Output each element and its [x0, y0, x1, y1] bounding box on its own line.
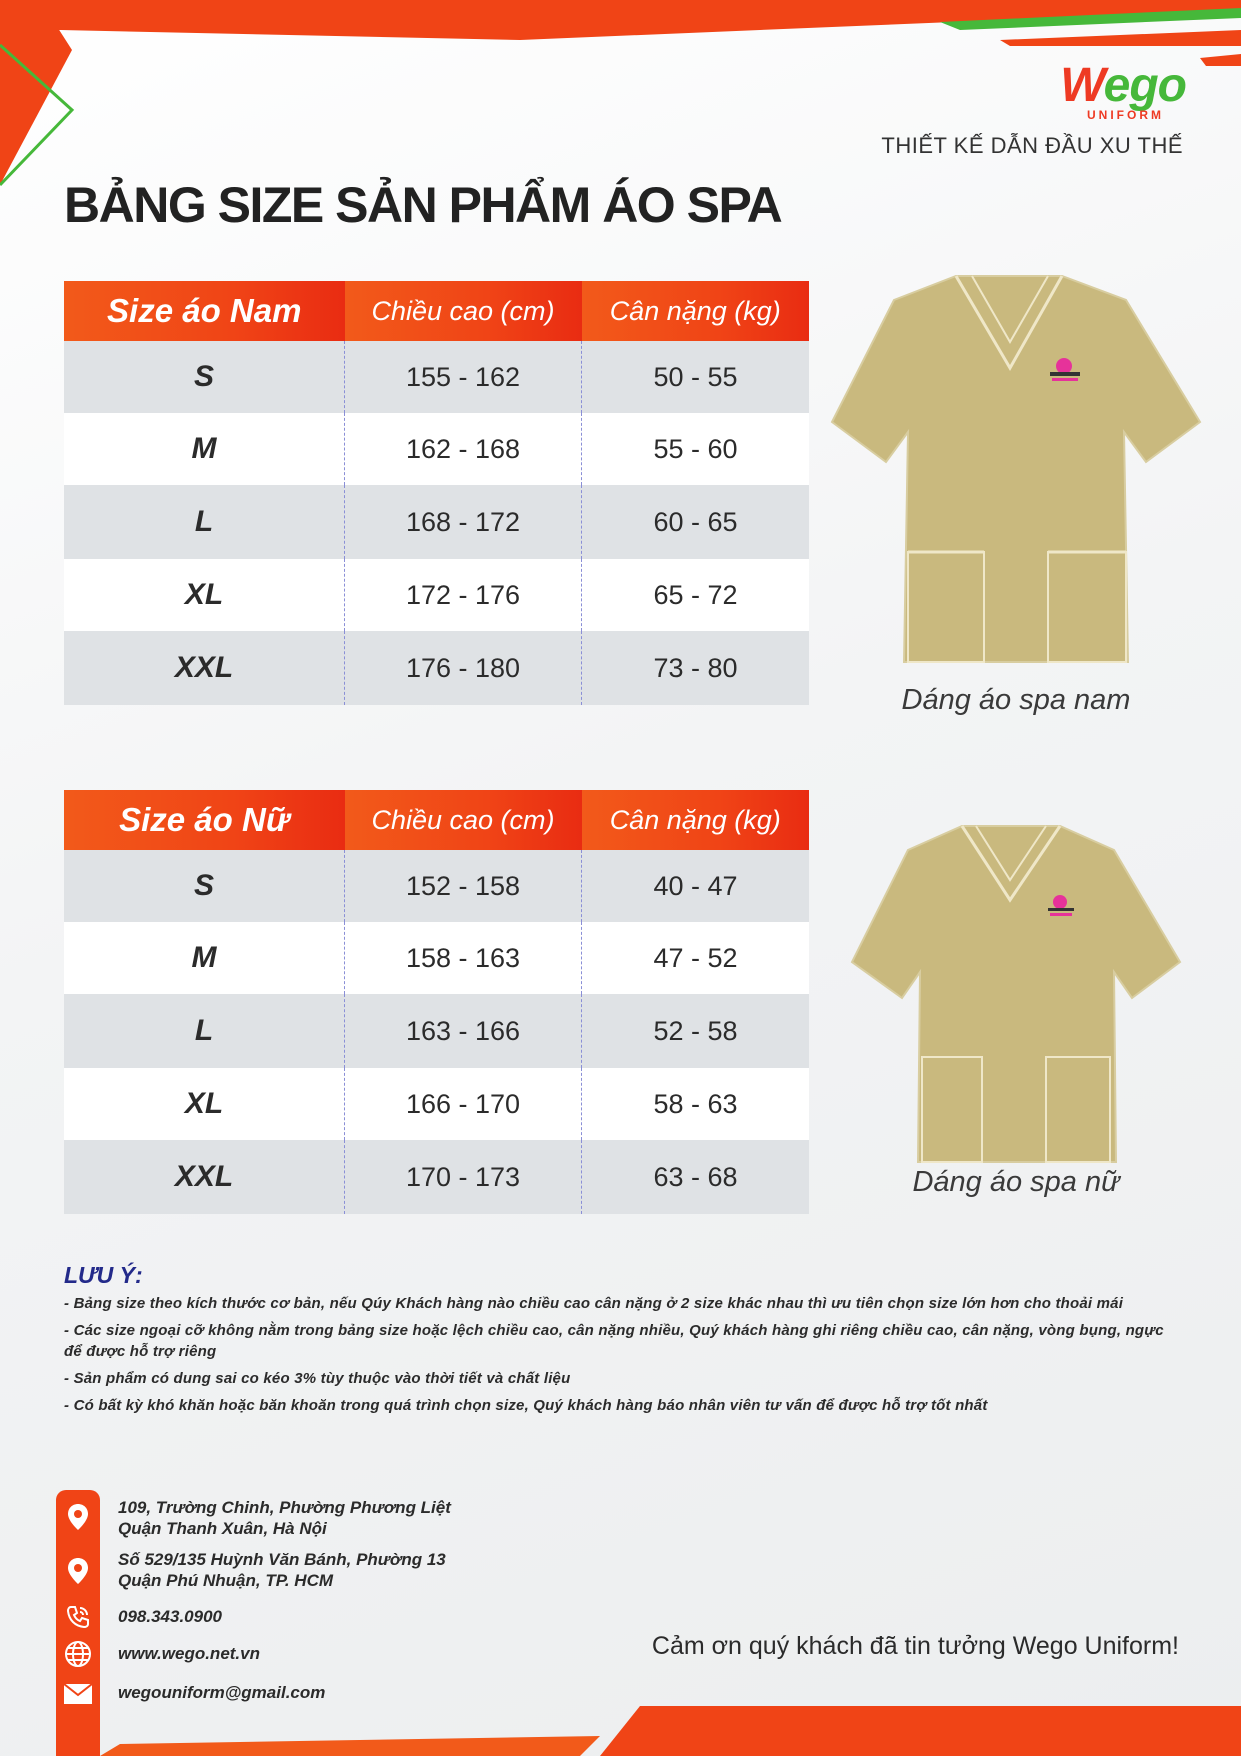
- column-header-height: Chiều cao (cm): [345, 790, 582, 850]
- size-table-men: [64, 281, 809, 705]
- bottom-decoration: [0, 1706, 1241, 1756]
- height-cell: 172 - 176: [345, 559, 582, 631]
- notes-section: [64, 1262, 1184, 1422]
- height-cell: 155 - 162: [345, 341, 582, 413]
- address-1-line-2: Quận Thanh Xuân, Hà Nội: [118, 1519, 327, 1538]
- phone-icon: [56, 1600, 100, 1634]
- location-icon: [56, 1554, 100, 1588]
- table-row: [64, 485, 809, 559]
- brand-tagline: THIẾT KẾ DẪN ĐẦU XU THẾ: [881, 133, 1183, 158]
- globe-icon: [56, 1637, 100, 1671]
- table-row: [64, 1068, 809, 1140]
- men-shirt-illustration: [826, 272, 1206, 672]
- size-cell: S: [64, 341, 345, 413]
- weight-cell: 65 - 72: [582, 559, 810, 631]
- table-row: [64, 994, 809, 1068]
- weight-cell: 60 - 65: [582, 485, 810, 559]
- height-cell: 162 - 168: [345, 413, 582, 485]
- size-cell: M: [64, 922, 345, 994]
- size-cell: L: [64, 485, 345, 559]
- phone-number[interactable]: 098.343.0900: [118, 1607, 222, 1626]
- weight-cell: 40 - 47: [582, 850, 810, 922]
- weight-cell: 58 - 63: [582, 1068, 810, 1140]
- note-item: - Có bất kỳ khó khăn hoặc băn khoăn trong quá trình chọn size, Quý khách hàng báo nhân viên tư vấn để được hỗ trợ tốt nhất: [64, 1397, 988, 1414]
- weight-cell: 73 - 80: [582, 631, 810, 705]
- address-2-line-1: Số 529/135 Huỳnh Văn Bánh, Phường 13: [118, 1550, 446, 1569]
- height-cell: 176 - 180: [345, 631, 582, 705]
- height-cell: 170 - 173: [345, 1140, 582, 1214]
- height-cell: 166 - 170: [345, 1068, 582, 1140]
- note-item: - Bảng size theo kích thước cơ bản, nếu Qúy Khách hàng nào chiều cao cân nặng ở 2 size khác nhau thì ưu tiên chọn size lớn hơn cho thoải mái: [64, 1295, 1124, 1312]
- address-1: [118, 1497, 451, 1539]
- height-cell: 158 - 163: [345, 922, 582, 994]
- column-header-height: Chiều cao (cm): [345, 281, 582, 341]
- column-header-weight: Cân nặng (kg): [582, 281, 810, 341]
- wego-logo: Wego UNIFORM: [1060, 59, 1186, 122]
- logo-subtitle: UNIFORM: [1087, 108, 1164, 122]
- address-2-line-2: Quận Phú Nhuận, TP. HCM: [118, 1571, 334, 1590]
- size-cell: XXL: [64, 1140, 345, 1214]
- height-cell: 152 - 158: [345, 850, 582, 922]
- size-cell: XL: [64, 559, 345, 631]
- note-item: - Sản phẩm có dung sai co kéo 3% tùy thuộc vào thời tiết và chất liệu: [64, 1370, 571, 1387]
- mail-icon: [56, 1677, 100, 1711]
- weight-cell: 55 - 60: [582, 413, 810, 485]
- men-shirt-caption: Dáng áo spa nam: [901, 684, 1131, 716]
- weight-cell: 52 - 58: [582, 994, 810, 1068]
- note-item: - Các size ngoại cỡ không nằm trong bảng size hoặc lệch chiều cao, cân nặng nhiều, Quý khách hàng ghi riêng chiều cao, cân nặng, vòng bụng, ngực để được hỗ trợ riêng: [64, 1322, 1164, 1360]
- size-cell: L: [64, 994, 345, 1068]
- column-header-weight: Cân nặng (kg): [582, 790, 810, 850]
- size-cell: S: [64, 850, 345, 922]
- table-row: [64, 1140, 809, 1214]
- table-row: [64, 559, 809, 631]
- address-2: [118, 1549, 446, 1591]
- page-title: BẢNG SIZE SẢN PHẨM ÁO SPA: [64, 177, 782, 233]
- thank-you-message: Cảm ơn quý khách đã tin tưởng Wego Uniform!: [651, 1632, 1179, 1660]
- weight-cell: 47 - 52: [582, 922, 810, 994]
- women-shirt-caption: Dáng áo spa nữ: [912, 1166, 1120, 1198]
- table-row: [64, 631, 809, 705]
- height-cell: 168 - 172: [345, 485, 582, 559]
- size-cell: XXL: [64, 631, 345, 705]
- website-link[interactable]: www.wego.net.vn: [118, 1644, 260, 1663]
- size-cell: M: [64, 413, 345, 485]
- table-row: [64, 922, 809, 994]
- notes-title: LƯU Ý:: [64, 1262, 143, 1288]
- address-1-line-1: 109, Trường Chinh, Phường Phương Liệt: [118, 1498, 451, 1517]
- location-icon: [56, 1500, 100, 1534]
- column-header-size: Size áo Nam: [64, 281, 345, 341]
- size-cell: XL: [64, 1068, 345, 1140]
- height-cell: 163 - 166: [345, 994, 582, 1068]
- weight-cell: 63 - 68: [582, 1140, 810, 1214]
- weight-cell: 50 - 55: [582, 341, 810, 413]
- column-header-size: Size áo Nữ: [64, 790, 345, 850]
- table-row: [64, 341, 809, 413]
- email-link[interactable]: wegouniform@gmail.com: [118, 1683, 326, 1702]
- table-row: [64, 850, 809, 922]
- women-shirt-illustration: [846, 822, 1186, 1172]
- table-row: [64, 413, 809, 485]
- size-table-women: [64, 790, 809, 1214]
